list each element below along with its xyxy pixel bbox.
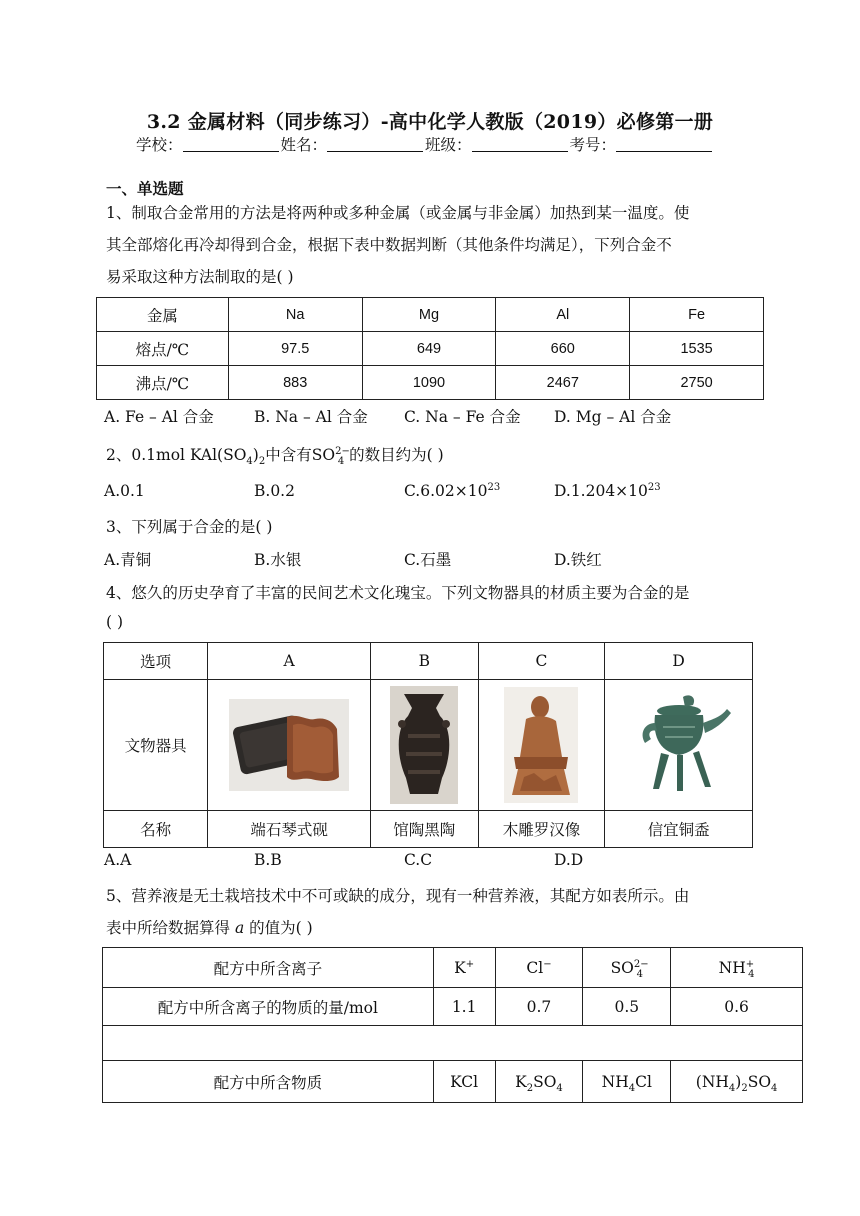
q2-option-c[interactable] bbox=[404, 482, 500, 500]
ion-so4: $SO^{2-}_4$ bbox=[610, 958, 649, 980]
table-cell: 木雕罗汉像 bbox=[478, 811, 605, 848]
black-pottery-image bbox=[390, 686, 458, 804]
q4-artifact-table bbox=[103, 642, 753, 848]
name-blank[interactable] bbox=[327, 137, 423, 152]
q2-option-b[interactable]: B.0.2 bbox=[254, 482, 295, 500]
substance-k2so4: $K_2SO_4$ bbox=[515, 1072, 563, 1094]
table-cell: 1090 bbox=[362, 366, 496, 400]
q1-option-a[interactable]: A. Fe – Al 合金 bbox=[104, 408, 214, 426]
table-cell: B bbox=[370, 643, 478, 680]
q4-option-c[interactable]: C.C bbox=[404, 851, 433, 869]
table-cell: 97.5 bbox=[228, 332, 362, 366]
table-cell: Fe bbox=[630, 298, 764, 332]
table-cell bbox=[583, 948, 671, 988]
table-row bbox=[97, 366, 764, 400]
school-label: 学校： bbox=[136, 136, 183, 154]
table-cell bbox=[478, 680, 605, 811]
table-cell: 配方中所含离子的物质的量/mol bbox=[103, 988, 434, 1026]
table-cell: 0.5 bbox=[583, 988, 671, 1026]
q2-mid: 中含有 bbox=[265, 446, 312, 464]
table-cell bbox=[433, 948, 495, 988]
table-cell bbox=[671, 1061, 803, 1103]
ion-cl: Cl− bbox=[526, 958, 552, 977]
table-cell: C bbox=[478, 643, 605, 680]
q5-line-2 bbox=[106, 916, 313, 938]
q1-metal-table bbox=[96, 297, 764, 400]
table-cell: 2750 bbox=[630, 366, 764, 400]
table-cell bbox=[605, 680, 753, 811]
inkstone-image bbox=[229, 699, 349, 791]
table-row bbox=[104, 643, 753, 680]
table-cell: 信宜铜盉 bbox=[605, 811, 753, 848]
q5-line-1: 5、营养液是无土栽培技术中不可或缺的成分，现有一种营养液，其配方如表所示。由 bbox=[106, 887, 690, 905]
table-row bbox=[103, 988, 803, 1026]
class-blank[interactable] bbox=[472, 137, 568, 152]
q2-option-a[interactable]: A.0.1 bbox=[104, 482, 145, 500]
q3-option-b[interactable]: B.水银 bbox=[254, 551, 302, 569]
school-blank[interactable] bbox=[183, 137, 279, 152]
q1-line-1: 1、制取合金常用的方法是将两种或多种金属（或金属与非金属）加热到某一温度。使 bbox=[106, 204, 690, 222]
table-cell: A bbox=[208, 643, 371, 680]
table-cell: D bbox=[605, 643, 753, 680]
table-cell: 660 bbox=[496, 332, 630, 366]
table-cell: 883 bbox=[228, 366, 362, 400]
exam-label: 考号： bbox=[569, 136, 617, 154]
table-cell: Na bbox=[228, 298, 362, 332]
option-number: 1.204×10 bbox=[570, 482, 648, 500]
table-cell bbox=[370, 680, 478, 811]
table-cell: 沸点/℃ bbox=[97, 366, 229, 400]
q2-formula bbox=[189, 446, 266, 468]
exam-blank[interactable] bbox=[616, 137, 712, 152]
wooden-arhat-image bbox=[504, 687, 578, 803]
table-cell bbox=[433, 1061, 495, 1103]
ion-charge: 2− bbox=[335, 445, 350, 457]
q4-line-1: 4、悠久的历史孕育了丰富的民间艺术文化瑰宝。下列文物器具的材质主要为合金的是 bbox=[106, 584, 690, 602]
substance-nh42so4: $(NH_4)_2SO_4$ bbox=[695, 1072, 778, 1094]
table-cell: 649 bbox=[362, 332, 496, 366]
q2-stem bbox=[106, 443, 444, 468]
q2-ion bbox=[311, 445, 350, 468]
table-row bbox=[104, 680, 753, 811]
ion-symbol: SO bbox=[311, 446, 336, 464]
ion-sub: 4 bbox=[337, 456, 345, 468]
q4-option-b[interactable]: B.B bbox=[254, 851, 282, 869]
table-cell: 0.7 bbox=[495, 988, 583, 1026]
q3-option-d[interactable]: D.铁红 bbox=[554, 551, 602, 569]
q3-option-c[interactable]: C.石墨 bbox=[404, 551, 452, 569]
q1-line-3: 易采取这种方法制取的是( ) bbox=[106, 268, 294, 286]
q2-suffix: 的数目约为( ) bbox=[349, 446, 444, 464]
table-cell: 金属 bbox=[97, 298, 229, 332]
option-prefix: C. bbox=[404, 482, 421, 500]
q4-option-a[interactable]: A.A bbox=[104, 851, 132, 869]
q3-stem: 3、下列属于合金的是( ) bbox=[106, 518, 273, 536]
q5-line-2-pre: 表中所给数据算得 bbox=[106, 919, 231, 937]
q5-line-2-post: 的值为( ) bbox=[249, 919, 313, 937]
table-cell: 0.6 bbox=[671, 988, 803, 1026]
q5-nutrient-table bbox=[102, 947, 803, 1103]
student-info-line bbox=[136, 133, 714, 155]
formula-main: KAl(SO bbox=[189, 446, 247, 464]
option-prefix: D. bbox=[554, 482, 571, 500]
table-cell bbox=[583, 1061, 671, 1103]
table-cell: 熔点/℃ bbox=[97, 332, 229, 366]
table-row bbox=[97, 332, 764, 366]
table-cell: 馆陶黑陶 bbox=[370, 811, 478, 848]
q2-option-d[interactable] bbox=[554, 482, 661, 500]
substance-kcl: KCl bbox=[450, 1072, 479, 1091]
q1-line-2: 其全部熔化再冷却得到合金，根据下表中数据判断（其他条件均满足），下列合金不 bbox=[106, 236, 672, 254]
table-row bbox=[104, 811, 753, 848]
table-cell: Mg bbox=[362, 298, 496, 332]
table-cell: 文物器具 bbox=[104, 680, 208, 811]
q1-option-c[interactable]: C. Na – Fe 合金 bbox=[404, 408, 521, 426]
ion-k: K+ bbox=[454, 958, 475, 977]
table-cell: 选项 bbox=[104, 643, 208, 680]
table-cell: 配方中所含离子 bbox=[103, 948, 434, 988]
option-number: 6.02×10 bbox=[420, 482, 488, 500]
table-cell bbox=[671, 948, 803, 988]
table-cell bbox=[495, 1061, 583, 1103]
table-cell: 端石琴式砚 bbox=[208, 811, 371, 848]
class-label: 班级： bbox=[425, 136, 472, 154]
q4-option-d[interactable]: D.D bbox=[554, 851, 584, 869]
formula-sub: 2 bbox=[258, 456, 266, 468]
table-row bbox=[103, 948, 803, 988]
table-cell bbox=[495, 948, 583, 988]
substance-nh4cl: $NH_4Cl$ bbox=[601, 1072, 652, 1094]
table-cell: 配方中所含物质 bbox=[103, 1061, 434, 1103]
table-cell bbox=[208, 680, 371, 811]
formula-close: ) bbox=[252, 446, 259, 464]
name-label: 姓名： bbox=[280, 136, 328, 154]
q5-variable: a bbox=[234, 919, 245, 937]
option-exponent: 23 bbox=[647, 481, 661, 493]
table-row bbox=[103, 1061, 803, 1103]
q1-option-b[interactable]: B. Na – Al 合金 bbox=[254, 408, 368, 426]
bronze-vessel-image bbox=[623, 693, 735, 797]
table-cell: 1.1 bbox=[433, 988, 495, 1026]
table-row bbox=[103, 1026, 803, 1061]
option-exponent: 23 bbox=[487, 481, 501, 493]
q4-line-2: ( ) bbox=[106, 613, 124, 631]
q3-option-a[interactable]: A.青铜 bbox=[104, 551, 152, 569]
table-row bbox=[97, 298, 764, 332]
formula-sub: 4 bbox=[246, 456, 253, 468]
section-heading: 一、单选题 bbox=[106, 179, 184, 198]
table-cell-empty bbox=[103, 1026, 803, 1061]
table-cell: 名称 bbox=[104, 811, 208, 848]
table-cell: 1535 bbox=[630, 332, 764, 366]
q2-prefix: 2、0.1mol bbox=[106, 446, 185, 464]
page-title: 3.2 金属材料（同步练习）-高中化学人教版（2019）必修第一册 bbox=[146, 111, 714, 133]
table-cell: Al bbox=[496, 298, 630, 332]
ion-nh4: $NH^+_4$ bbox=[718, 958, 755, 980]
table-cell: 2467 bbox=[496, 366, 630, 400]
q1-option-d[interactable]: D. Mg – Al 合金 bbox=[554, 408, 672, 426]
